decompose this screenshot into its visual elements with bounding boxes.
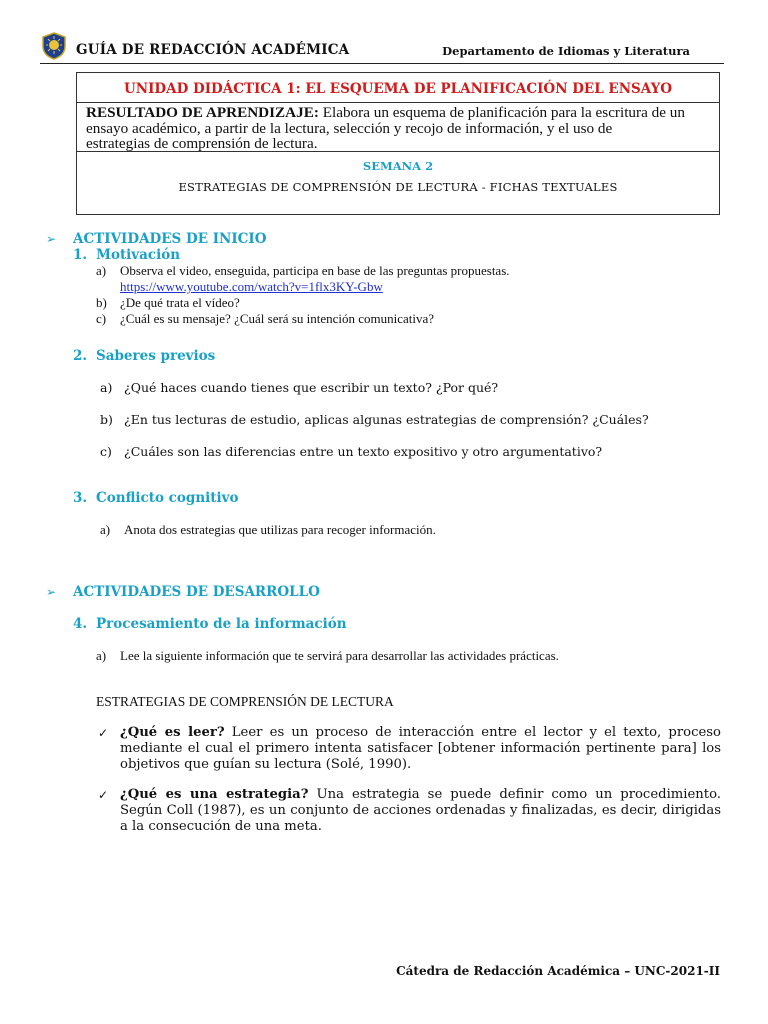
unit-title: UNIDAD DIDÁCTICA 1: EL ESQUEMA DE PLANIFICACIÓN DEL ENSAYO (124, 81, 672, 97)
item-letter: b) (100, 412, 113, 427)
learning-outcome-line: Elabora un esquema de planificación para la escritura de un (318, 104, 685, 121)
subsection-number: 3. (73, 490, 88, 506)
subsection-number: 2. (73, 348, 88, 364)
list-item: Anota dos estrategias que utilizas para recoger información. (124, 522, 436, 537)
definition-paragraph (120, 787, 721, 835)
learning-outcome-line: ensayo académico, a partir de la lectura, selección y recojo de información, y el uso de (86, 119, 613, 137)
page-footer: Cátedra de Redacción Académica – UNC-2021-II (396, 964, 720, 978)
subsection-number: 1. (73, 247, 88, 263)
arrow-bullet-icon: ➢ (46, 585, 57, 599)
definition-text: Leer es un proceso de interacción entre el lector y el texto, proceso mediante el cual el primero intenta satisfacer [obtener información pertinente para] los objetivos que guían su lectura (Solé, 1990). (120, 725, 722, 772)
definition-term: ¿Qué es una estrategia? (120, 787, 309, 802)
box-divider (77, 151, 719, 152)
arrow-bullet-icon: ➢ (46, 232, 57, 246)
video-link[interactable]: https://www.youtube.com/watch?v=1flx3KY-Gbw (120, 279, 383, 294)
list-item: ¿Qué haces cuando tienes que escribir un texto? ¿Por qué? (124, 380, 499, 395)
guide-title: GUÍA DE REDACCIÓN ACADÉMICA (76, 42, 350, 58)
subsection-number: 4. (73, 616, 88, 632)
header-divider (40, 63, 724, 64)
item-letter: a) (96, 263, 107, 278)
subsection-title-procesamiento: Procesamiento de la información (96, 616, 347, 632)
list-item: ¿En tus lecturas de estudio, aplicas algunas estrategias de comprensión? ¿Cuáles? (124, 412, 649, 427)
section-heading-desarrollo: ACTIVIDADES DE DESARROLLO (73, 584, 320, 600)
week-label: SEMANA 2 (362, 159, 434, 173)
list-item: Observa el video, enseguida, participa en base de las preguntas propuestas. (120, 263, 510, 278)
department-name: Departamento de Idiomas y Literatura (442, 44, 690, 58)
checkmark-icon: ✓ (98, 788, 109, 802)
item-letter: a) (100, 380, 113, 395)
subsection-title-saberes: Saberes previos (96, 348, 216, 364)
checkmark-icon: ✓ (98, 726, 109, 740)
list-item: Lee la siguiente información que te servirá para desarrollar las actividades prácticas. (120, 648, 559, 663)
definition-paragraph (120, 725, 721, 773)
list-item: ¿Cuáles son las diferencias entre un texto expositivo y otro argumentativo? (124, 444, 603, 459)
list-item: ¿De qué trata el vídeo? (120, 295, 240, 310)
learning-outcome-label: RESULTADO DE APRENDIZAJE: (86, 104, 319, 121)
university-seal-icon (40, 32, 68, 60)
unit-box (76, 72, 720, 215)
strategies-title: ESTRATEGIAS DE COMPRENSIÓN DE LECTURA (96, 694, 394, 709)
subsection-title-conflicto: Conflicto cognitivo (96, 490, 239, 506)
week-topic: ESTRATEGIAS DE COMPRENSIÓN DE LECTURA - FICHAS TEXTUALES (178, 180, 618, 194)
box-divider (77, 102, 719, 103)
item-letter: c) (96, 311, 107, 326)
definition-term: ¿Qué es leer? (120, 725, 225, 740)
definition-text: Una estrategia se puede definir como un procedimiento. Según Coll (1987), es un conjunto de acciones ordenadas y finalizadas, es decir, dirigidas a la consecución de una meta. (120, 787, 722, 834)
item-letter: a) (96, 648, 107, 663)
learning-outcome-line: estrategias de comprensión de lectura. (86, 135, 318, 152)
list-item: ¿Cuál es su mensaje? ¿Cuál será su intención comunicativa? (120, 311, 435, 326)
learning-outcome (86, 105, 713, 152)
section-heading-inicio: ACTIVIDADES DE INICIO (73, 231, 267, 247)
subsection-title-motivacion: Motivación (96, 247, 181, 263)
item-letter: c) (100, 444, 112, 459)
item-letter: b) (96, 295, 107, 310)
item-letter: a) (100, 522, 111, 537)
